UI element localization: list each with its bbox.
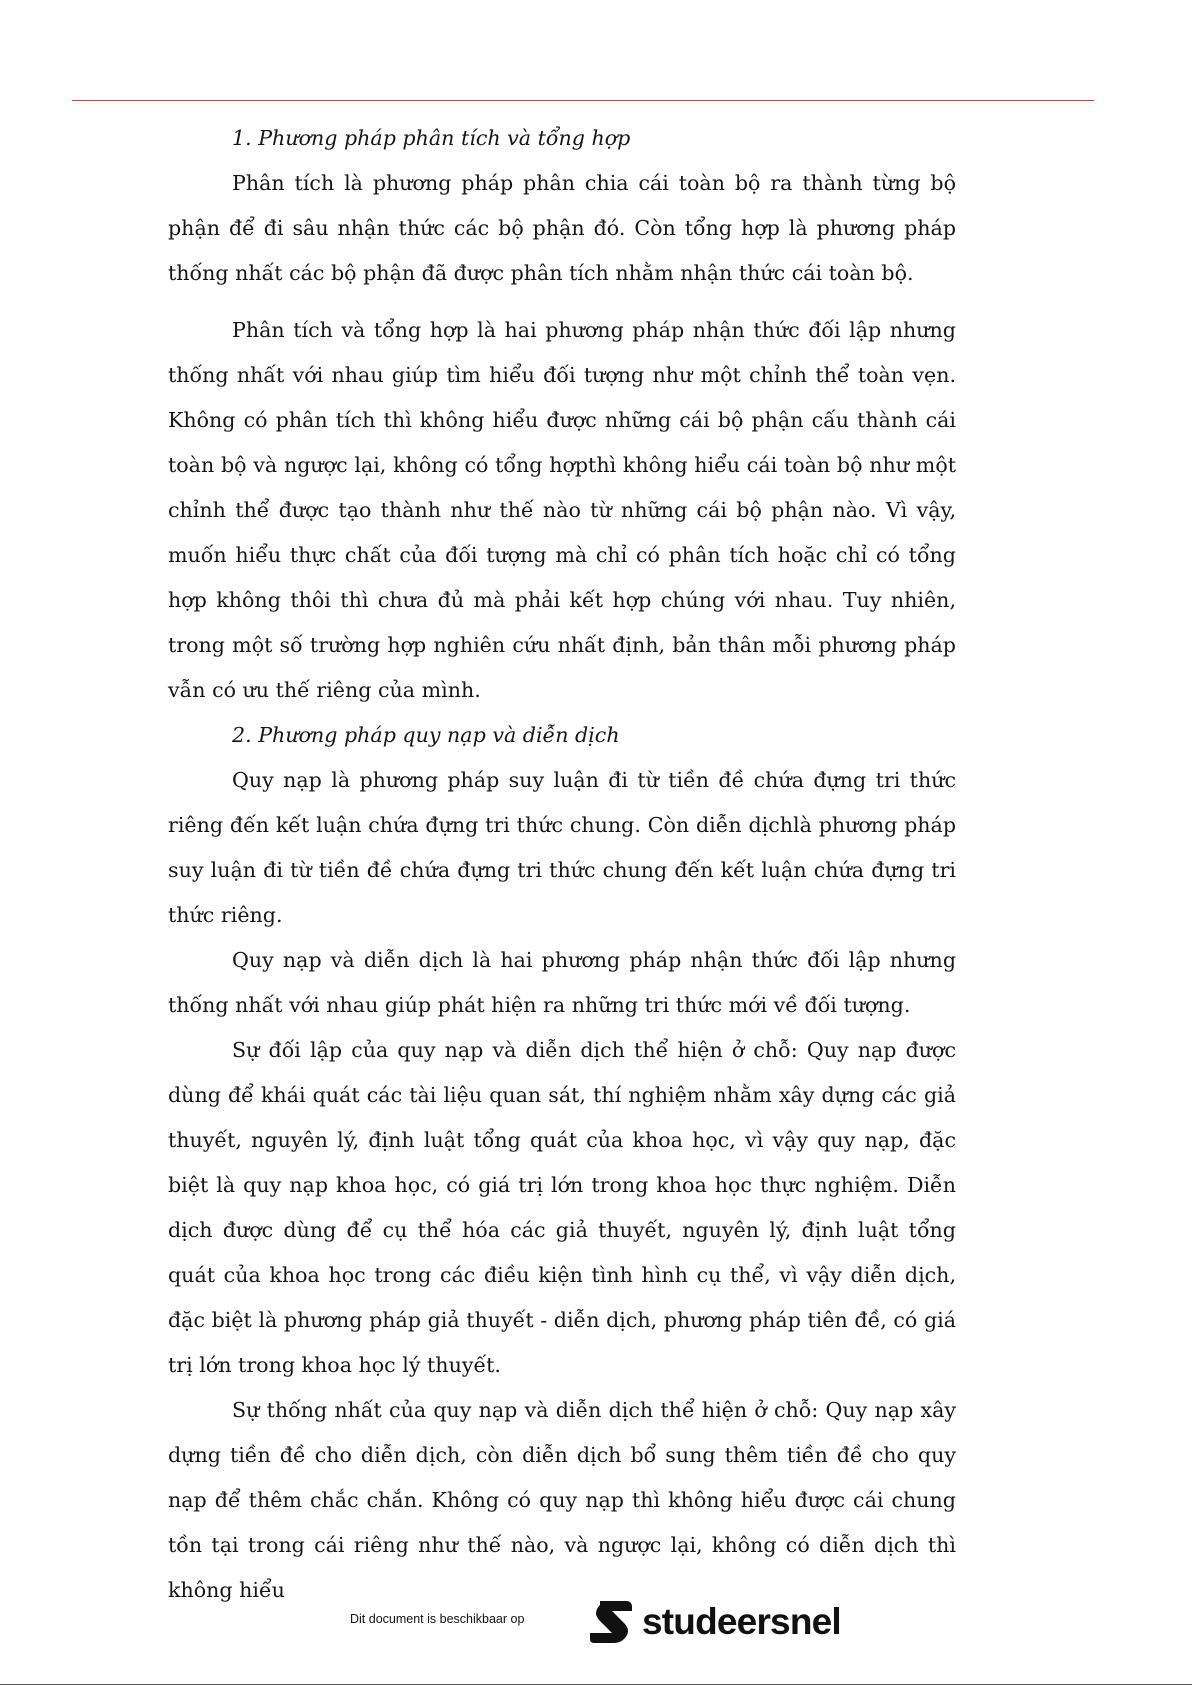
availability-text: Dit document is beschikbaar op: [350, 1612, 525, 1626]
paragraph: Quy nạp là phương pháp suy luận đi từ tiền đề chứa đựng tri thức riêng đến kết luận chứa đựng tri thức chung. Còn diễn dịchlà phương pháp suy luận đi từ tiền đề chứa đựng tri thức chung đến kết luận chứa đựng tri thức riêng.: [168, 768, 956, 927]
paragraph-spacer: [168, 296, 956, 308]
studeersnel-logo-icon: [586, 1597, 638, 1647]
paragraph: Phân tích và tổng hợp là hai phương pháp nhận thức đối lập nhưng thống nhất với nhau giúp tìm hiểu đối tượng như một chỉnh thể toàn vẹn. Không có phân tích thì không hiểu được những cái bộ phận cấu thành cái toàn bộ và ngược lại, không có tổng hợpthì không hiểu cái toàn bộ như một chỉnh thể được tạo thành như thế nào từ những cái bộ phận nào. Vì vậy, muốn hiểu thực chất của đối tượng mà chỉ có phân tích hoặc chỉ có tổng hợp không thôi thì chưa đủ mà phải kết hợp chúng với nhau. Tuy nhiên, trong một số trường hợp nghiên cứu nhất định, bản thân mỗi phương pháp vẫn có ưu thế riêng của mình.: [168, 318, 956, 702]
section-heading-induction-deduction: 2. Phương pháp quy nạp và diễn dịch: [232, 723, 620, 747]
paragraph: Quy nạp và diễn dịch là hai phương pháp nhận thức đối lập nhưng thống nhất với nhau giúp phát hiện ra những tri thức mới về đối tượng.: [168, 948, 956, 1017]
document-body: [168, 116, 956, 1613]
paragraph: Sự thống nhất của quy nạp và diễn dịch thể hiện ở chỗ: Quy nạp xây dựng tiền đề cho diễn dịch, còn diễn dịch bổ sung thêm tiền đề cho quy nạp để thêm chắc chắn. Không có quy nạp thì không hiểu được cái chung tồn tại trong cái riêng như thế nào, và ngược lại, không có diễn dịch thì không hiểu: [168, 1398, 956, 1602]
footer-banner[interactable]: [350, 1594, 850, 1650]
paragraph: Phân tích là phương pháp phân chia cái toàn bộ ra thành từng bộ phận để đi sâu nhận thức các bộ phận đó. Còn tổng hợp là phương pháp thống nhất các bộ phận đã được phân tích nhằm nhận thức cái toàn bộ.: [168, 171, 956, 285]
paragraph: Sự đối lập của quy nạp và diễn dịch thể hiện ở chỗ: Quy nạp được dùng để khái quát các tài liệu quan sát, thí nghiệm nhằm xây dựng các giả thuyết, nguyên lý, định luật tổng quát của khoa học, vì vậy quy nạp, đặc biệt là quy nạp khoa học, có giá trị lớn trong khoa học thực nghiệm. Diễn dịch được dùng để cụ thể hóa các giả thuyết, nguyên lý, định luật tổng quát của khoa học trong các điều kiện tình hình cụ thể, vì vậy diễn dịch, đặc biệt là phương pháp giả thuyết - diễn dịch, phương pháp tiên đề, có giá trị lớn trong khoa học lý thuyết.: [168, 1038, 956, 1377]
section-heading-analysis-synthesis: 1. Phương pháp phân tích và tổng hợp: [232, 126, 631, 150]
top-divider: [72, 100, 1094, 101]
brand-name: studeersnel: [642, 1601, 841, 1642]
